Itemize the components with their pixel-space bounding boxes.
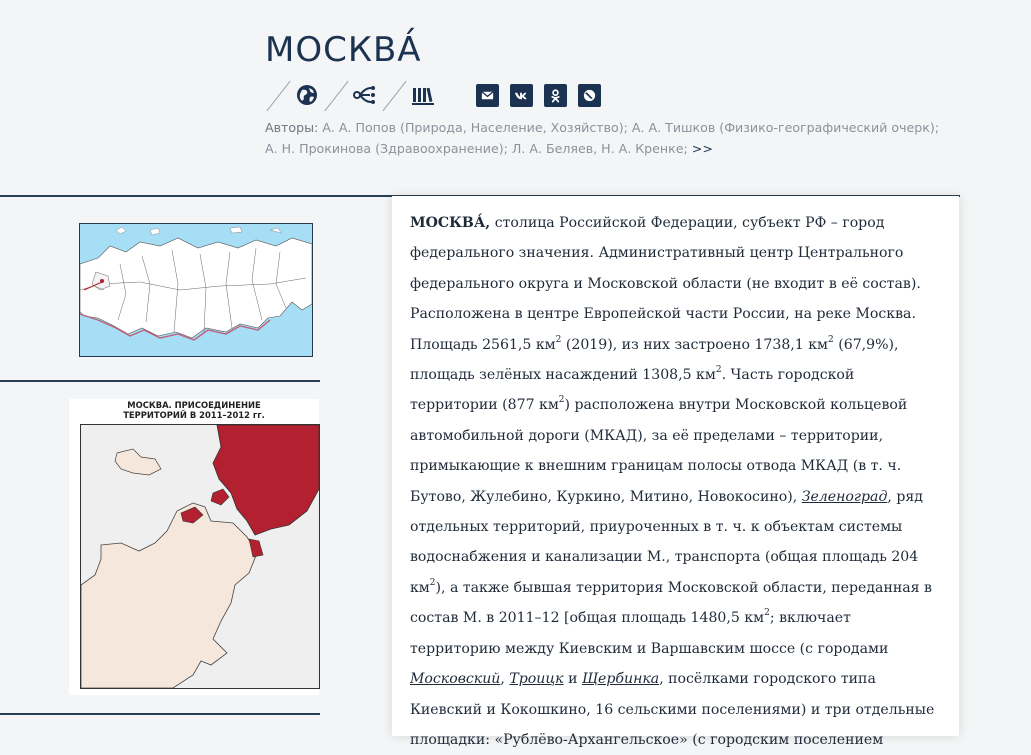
superscript: 2: [764, 608, 770, 619]
sidebar-divider: [0, 713, 320, 715]
article-text: [410, 208, 940, 755]
russia-map-thumbnail[interactable]: [79, 223, 313, 357]
authors-block: [265, 117, 965, 159]
text: ) расположена внутри Московской кольцевой автомобильной дороги (МКАД), за её пределами – территории, примыкающие к внешним границам полосы отвода МКАД (в т. ч. Бутово, Жулебино, Куркино, Митино, Новокосино),: [410, 397, 908, 505]
livejournal-icon[interactable]: [578, 84, 601, 107]
link-shcherbinka[interactable]: Щербинка: [581, 671, 660, 688]
map-frame: [80, 424, 320, 689]
text: (67,9%), площадь зелёных насаждений 1308,5 км: [410, 336, 899, 384]
text: , посёлками городского типа Киевский и Кокошкино, 16 сельскими поселениями) и три отдельные площадки: «Рублёво-Архангельское» (с городским поселением: [410, 671, 935, 748]
authors-line2: А. Н. Прокинова (Здравоохранение); Л. А. Беляев, Н. А. Кренке;: [265, 141, 692, 156]
page-title: МОСКВА́: [265, 30, 422, 70]
map-caption-line2: ТЕРРИТОРИЙ В 2011–2012 гг.: [123, 409, 265, 420]
article-body: [392, 196, 959, 748]
email-icon[interactable]: [476, 84, 499, 107]
text: ,: [500, 671, 510, 688]
superscript: 2: [828, 334, 834, 345]
link-zelenograd[interactable]: Зеленоград: [801, 488, 888, 505]
library-icon[interactable]: [410, 82, 436, 108]
text: , ряд отдельных территорий, приуроченных в т. ч. к объектам системы водоснабжения и канализации М., транспорта (общая площадь 204 км: [410, 488, 923, 596]
text: ), а также бывшая территория Московской области, переданная в состав М. в 2011–12 [общая площадь 1480,5 км: [410, 579, 932, 627]
divider: [380, 79, 410, 111]
text: столица Российской Федерации, субъект РФ – город федерального значения. Административный центр Центрального федерального округа и Московской области (не входит в её состав). Расположена в центре Европейской части России, на реке Москва. Площадь 2561,5 км: [410, 215, 921, 353]
superscript: 2: [429, 577, 436, 588]
globe-icon[interactable]: [294, 82, 320, 108]
link-troitsk[interactable]: Троицк: [509, 671, 564, 688]
article-toolbar: [264, 78, 601, 112]
vk-icon[interactable]: [510, 84, 533, 107]
map-caption: [69, 401, 319, 420]
text: ; включает территорию между Киевским и Варшавским шоссе (с городами: [410, 610, 889, 657]
divider: [322, 79, 352, 111]
article-term: МОСКВА́,: [410, 215, 491, 231]
authors-label: Авторы:: [265, 120, 319, 135]
social-share-buttons: [476, 84, 601, 107]
more-authors-link[interactable]: >>: [691, 141, 713, 156]
authors-line1: А. А. Попов (Природа, Население, Хозяйство); А. А. Тишков (Физико-географический очерк);: [318, 120, 940, 135]
odnoklassniki-icon[interactable]: [544, 84, 567, 107]
superscript: 2: [555, 334, 562, 345]
text: . Часть городской территории (877 км: [410, 367, 855, 414]
superscript: 2: [715, 365, 722, 376]
text: (2019), из них застроено 1738,1 км: [561, 336, 829, 353]
divider: [264, 79, 294, 111]
superscript: 2: [558, 395, 565, 406]
sidebar-divider: [0, 380, 320, 382]
map-caption-line1: МОСКВА. ПРИСОЕДИНЕНИЕ: [127, 400, 261, 410]
moscow-expansion-map[interactable]: [69, 399, 319, 695]
share-icon[interactable]: [352, 82, 378, 108]
text: и: [563, 671, 582, 688]
link-moskovsky[interactable]: Московский: [410, 671, 501, 688]
